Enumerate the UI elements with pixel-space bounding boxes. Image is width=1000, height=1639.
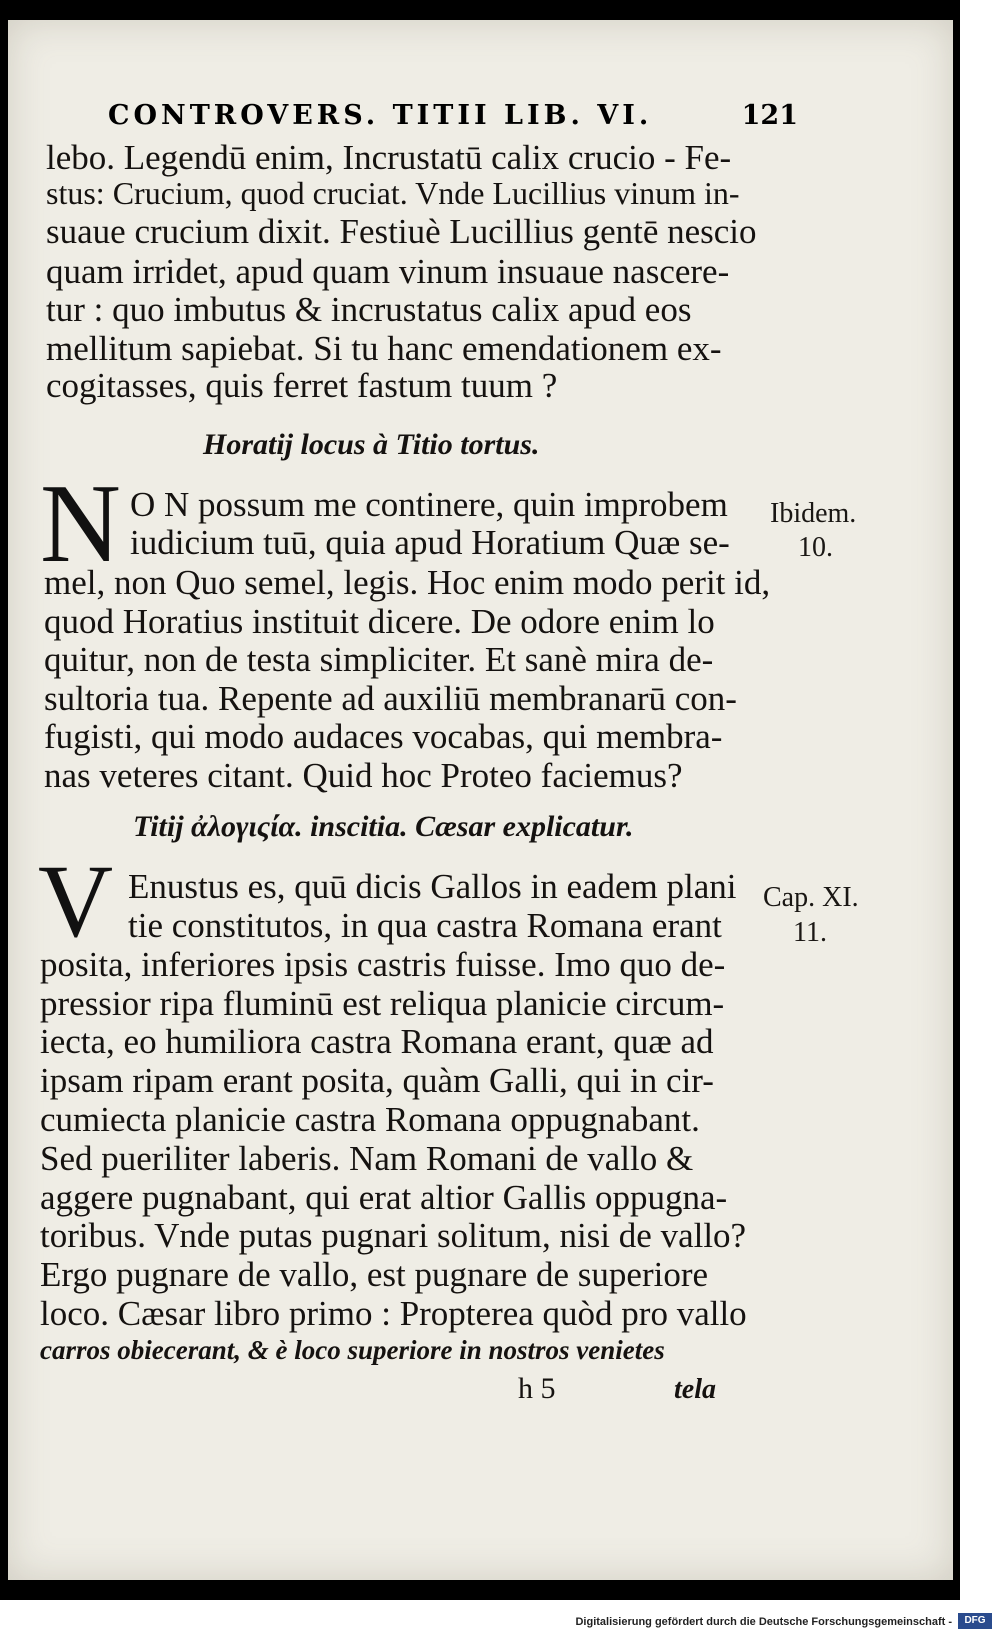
text-line: tur : quo imbutus & incrustatus calix apud eos — [46, 290, 692, 329]
drop-initial: N — [40, 462, 121, 586]
margin-note: 10. — [798, 532, 833, 563]
text-line: lebo. Legendū enim, Incrustatū calix crucio - Fe- — [46, 138, 732, 177]
text-line: nas veteres citant. Quid hoc Proteo faciemus? — [44, 756, 683, 795]
text-line: iudicium tuū, quia apud Horatium Quæ se- — [130, 523, 730, 562]
running-header — [108, 100, 798, 131]
margin-note: 11. — [793, 917, 827, 948]
text-line: loco. Cæsar libro primo : Propterea quòd pro vallo — [40, 1294, 747, 1333]
text-line: tie constitutos, in qua castra Romana erant — [128, 906, 722, 945]
catchword: tela — [674, 1374, 716, 1405]
signature-mark: h 5 — [518, 1372, 556, 1405]
margin-note: Ibidem. — [770, 498, 857, 529]
drop-initial: V — [38, 844, 114, 959]
section-heading: Titij ἀλογιςία. inscitia. Cæsar explicatur. — [133, 810, 634, 843]
text-line: pressior ripa fluminū est reliqua planicie circum- — [40, 984, 725, 1023]
page-number: 121 — [741, 100, 798, 131]
dfg-logo: DFG — [958, 1613, 992, 1629]
funding-credit: Digitalisierung gefördert durch die Deutsche Forschungsgemeinschaft - — [575, 1616, 952, 1628]
text-line: cumiecta planicie castra Romana oppugnabant. — [40, 1100, 700, 1139]
text-line: quitur, non de testa simpliciter. Et sanè mira de- — [44, 640, 714, 679]
text-line: cogitasses, quis ferret fastum tuum ? — [46, 366, 558, 405]
margin-note: Cap. XI. — [763, 882, 859, 913]
text-line: suaue crucium dixit. Festiuè Lucillius gentē nescio — [46, 212, 757, 251]
text-line: sultoria tua. Repente ad auxiliū membranarū con- — [44, 679, 737, 718]
text-line: Enustus es, quū dicis Gallos in eadem plani — [128, 867, 737, 906]
book-page — [8, 20, 953, 1580]
text-line: O N possum me continere, quin improbem — [130, 485, 728, 524]
text-line: iecta, eo humiliora castra Romana erant, quæ ad — [40, 1022, 714, 1061]
text-line: Sed pueriliter laberis. Nam Romani de vallo & — [40, 1139, 694, 1178]
running-title: CONTROVERS. TITII LIB. VI. — [108, 100, 653, 131]
text-line: stus: Crucium, quod cruciat. Vnde Lucillius vinum in- — [46, 175, 740, 211]
text-line: mellitum sapiebat. Si tu hanc emendationem ex- — [46, 329, 722, 368]
text-line: posita, inferiores ipsis castris fuisse. Imo quo de- — [40, 945, 726, 984]
text-line: ipsam ripam erant posita, quàm Galli, qui in cir- — [40, 1061, 714, 1100]
section-heading: Horatij locus à Titio tortus. — [203, 428, 540, 461]
text-line: mel, non Quo semel, legis. Hoc enim modo perit id, — [44, 563, 771, 602]
text-line: quam irridet, apud quam vinum insuaue nascere- — [46, 252, 730, 291]
text-line: carros obiecerant, & è loco superiore in nostros venietes — [40, 1335, 665, 1365]
text-line: toribus. Vnde putas pugnari solitum, nisi de vallo? — [40, 1216, 747, 1255]
text-line: fugisti, qui modo audaces vocabas, qui membra- — [44, 717, 723, 756]
text-line: aggere pugnabant, qui erat altior Gallis oppugna- — [40, 1178, 728, 1217]
text-line: Ergo pugnare de vallo, est pugnare de superiore — [40, 1255, 709, 1294]
text-line: quod Horatius instituit dicere. De odore enim lo — [44, 602, 715, 641]
